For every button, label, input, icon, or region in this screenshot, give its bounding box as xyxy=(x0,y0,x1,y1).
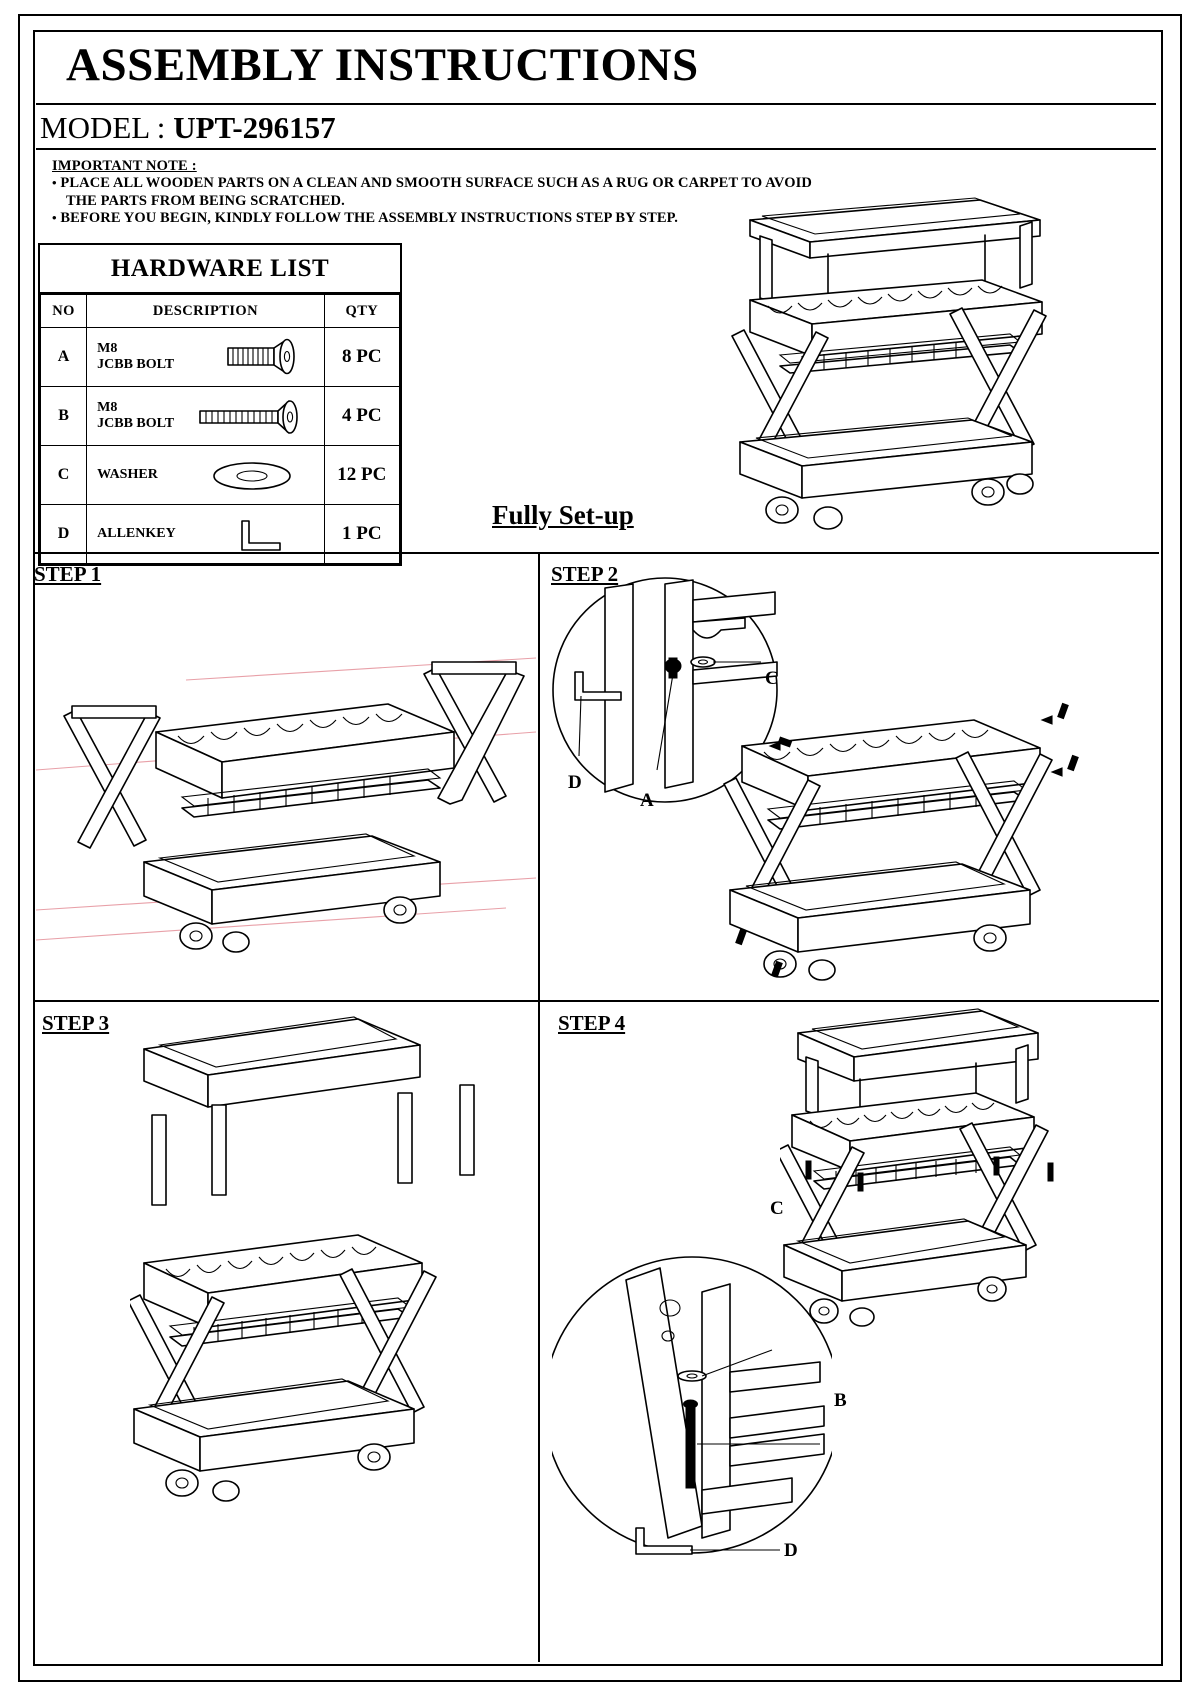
row-description-line2: JCBB BOLT xyxy=(97,357,175,372)
short-bolt-icon xyxy=(190,328,320,386)
fully-setup-illustration xyxy=(720,180,1060,550)
row-description-line1: WASHER xyxy=(97,466,158,482)
bullet-icon: • xyxy=(52,175,57,190)
callout-a: A xyxy=(640,790,654,811)
note-text-1: PLACE ALL WOODEN PARTS ON A CLEAN AND SMOOTH SURFACE SUCH AS A RUG OR CARPET TO AVOID xyxy=(60,175,812,191)
washer-icon xyxy=(190,446,320,504)
callout-c: C xyxy=(765,668,779,689)
note-text-2: THE PARTS FROM BEING SCRATCHED. xyxy=(66,192,345,209)
hardware-list-title: HARDWARE LIST xyxy=(40,245,400,294)
model-value: UPT-296157 xyxy=(173,110,336,145)
step-2-label: STEP 2 xyxy=(551,562,619,586)
table-row xyxy=(41,446,400,505)
model-label: MODEL : xyxy=(40,110,174,145)
column-divider xyxy=(538,552,540,1662)
row-qty: 8 PC xyxy=(324,328,399,387)
row-no: C xyxy=(41,446,87,505)
callout-d: D xyxy=(784,1540,798,1561)
callout-d: D xyxy=(568,772,582,793)
step-3-label: STEP 3 xyxy=(42,1011,110,1035)
row-description xyxy=(87,328,325,387)
row-no: D xyxy=(41,505,87,564)
row-description xyxy=(87,387,325,446)
row-description-line1: M8 xyxy=(97,399,118,415)
note-text-3: BEFORE YOU BEGIN, KINDLY FOLLOW THE ASSEMBLY INSTRUCTIONS STEP BY STEP. xyxy=(60,210,679,227)
table-row xyxy=(41,387,400,446)
callout-c: C xyxy=(770,1198,784,1219)
fully-setup-label: Fully Set-up xyxy=(492,500,634,530)
row-divider-2 xyxy=(33,1000,1159,1002)
row-description xyxy=(87,505,325,564)
step-4-label: STEP 4 xyxy=(558,1011,626,1035)
step-4-detail-circle xyxy=(552,1240,832,1570)
row-no: B xyxy=(41,387,87,446)
allen-key-icon xyxy=(190,505,320,563)
header-qty: QTY xyxy=(324,295,399,328)
table-row xyxy=(41,328,400,387)
step-1-label: STEP 1 xyxy=(34,562,102,586)
row-qty: 12 PC xyxy=(324,446,399,505)
row-description-line1: ALLENKEY xyxy=(97,525,176,541)
row-divider-1 xyxy=(33,552,1159,554)
step-1-illustration xyxy=(36,640,536,990)
page-title: ASSEMBLY INSTRUCTIONS xyxy=(66,39,699,91)
step-3-illustration xyxy=(130,1005,530,1545)
row-description-line2: JCBB BOLT xyxy=(97,416,175,431)
title-divider xyxy=(36,103,1156,105)
long-bolt-icon xyxy=(190,387,320,445)
header-no: NO xyxy=(41,295,87,328)
step-2-illustration xyxy=(722,690,1082,1000)
note-heading: IMPORTANT NOTE : xyxy=(52,158,197,174)
hardware-list-table xyxy=(38,243,402,566)
row-no: A xyxy=(41,328,87,387)
table-row xyxy=(41,505,400,564)
callout-b: B xyxy=(834,1390,847,1411)
row-qty: 1 PC xyxy=(324,505,399,564)
row-qty: 4 PC xyxy=(324,387,399,446)
header-description: DESCRIPTION xyxy=(87,295,325,328)
model-divider xyxy=(36,148,1156,150)
bullet-icon: • xyxy=(52,210,57,226)
row-description xyxy=(87,446,325,505)
model-line xyxy=(40,110,336,146)
row-description-line1: M8 xyxy=(97,340,118,356)
table-header-row xyxy=(41,295,400,328)
